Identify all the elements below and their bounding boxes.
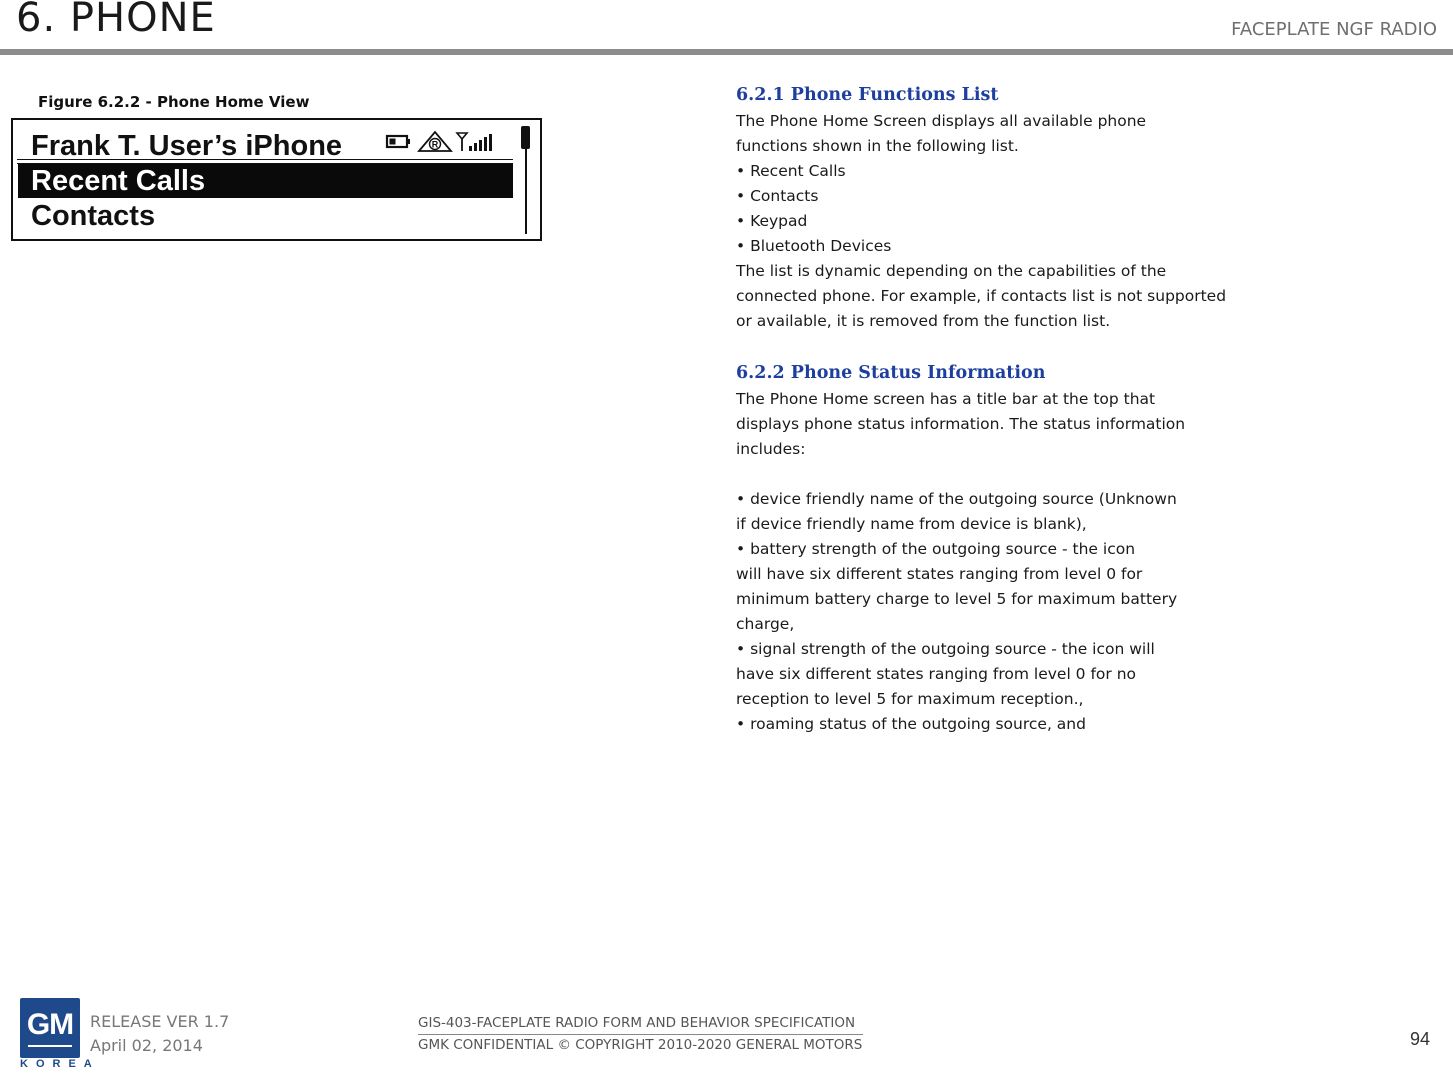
bullet-item: • Bluetooth Devices [736,237,892,255]
section-heading-functions-list: 6.2.1 Phone Functions List [736,85,999,105]
roaming-letter: R [431,139,439,150]
text-line: The list is dynamic depending on the capabilities of the [736,262,1167,280]
logo-text: GM [26,1008,74,1041]
confidential-notice: GMK CONFIDENTIAL © COPYRIGHT 2010-2020 GENERAL MOTORS [418,1037,863,1053]
battery-icon [387,136,410,147]
header-divider [0,49,1453,55]
document-label: FACEPLATE NGF RADIO [1231,19,1437,40]
text-line: charge, [736,615,795,633]
screen-title: Frank T. User’s iPhone [31,130,343,162]
status-icons [383,130,503,154]
roaming-icon [419,132,451,151]
section-heading-status-information: 6.2.2 Phone Status Information [736,363,1046,383]
text-line: The Phone Home screen has a title bar at the top that [736,390,1156,408]
text-line: functions shown in the following list. [736,137,1019,155]
text-line: displays phone status information. The status information [736,415,1186,433]
signal-strength-icon [457,133,492,151]
menu-item-contacts[interactable]: Contacts [31,200,156,232]
bullet-item: • device friendly name of the outgoing source (Unknown [736,490,1177,508]
logo-subtext: KOREA [20,1058,100,1070]
bullet-item: • Keypad [736,212,808,230]
bullet-item: • Recent Calls [736,162,846,180]
spec-title: GIS-403-FACEPLATE RADIO FORM AND BEHAVIOR SPECIFICATION [418,1013,863,1035]
text-line: if device friendly name from device is blank), [736,515,1087,533]
text-line: minimum battery charge to level 5 for maximum battery [736,590,1178,608]
text-line: connected phone. For example, if contacts list is not supported [736,287,1227,305]
release-version: RELEASE VER 1.7 [90,1012,230,1031]
text-line: have six different states ranging from level 0 for no [736,665,1137,683]
phone-home-screen [11,118,542,241]
text-line: or available, it is removed from the function list. [736,312,1111,330]
menu-item-recent-calls[interactable] [18,164,513,198]
spacer [736,462,1296,487]
gm-logo [20,998,80,1058]
text-line: includes: [736,440,806,458]
page-number: 94 [1409,1029,1430,1049]
bullet-item: • roaming status of the outgoing source, and [736,715,1086,733]
figure-caption: Figure 6.2.2 - Phone Home View [38,93,310,111]
footer-center [418,1013,863,1056]
text-line: will have six different states ranging from level 0 for [736,565,1143,583]
chapter-title: 6. PHONE [16,0,216,41]
text-line: reception to level 5 for maximum reception., [736,690,1084,708]
text-line: The Phone Home Screen displays all available phone [736,112,1147,130]
scrollbar-thumb[interactable] [521,126,530,149]
release-info [90,1010,229,1058]
bullet-item: • signal strength of the outgoing source - the icon will [736,640,1155,658]
release-date: April 02, 2014 [90,1036,203,1055]
spacer [736,334,1296,359]
bullet-item: • Contacts [736,187,819,205]
logo-underline [28,1045,72,1047]
bullet-item: • battery strength of the outgoing source - the icon [736,540,1136,558]
menu-item-label: Recent Calls [31,165,206,197]
content-column [736,81,1296,737]
